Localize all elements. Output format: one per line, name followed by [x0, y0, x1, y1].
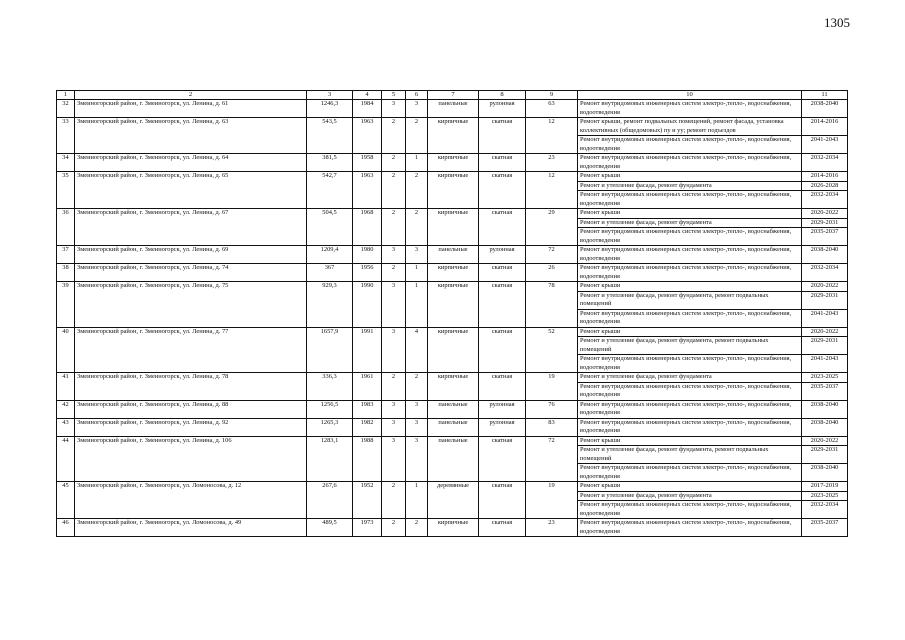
row-number: 40 — [57, 327, 75, 373]
period-cell: 2035-2037 — [802, 519, 848, 537]
column-number: 8 — [479, 91, 526, 100]
year-cell: 1982 — [353, 418, 382, 436]
address-cell: Змеиногорский район, г. Змеиногорск, ул. Ленина, д. 63 — [75, 118, 307, 154]
row-number: 46 — [57, 519, 75, 537]
address-cell: Змеиногорский район, г. Змеиногорск, ул. Ленина, д. 106 — [75, 436, 307, 482]
column-number: 9 — [526, 91, 578, 100]
walls-material-cell: кирпичные — [428, 154, 479, 172]
roof-type-cell: скатная — [479, 264, 526, 282]
work-type-cell: Ремонт и утепление фасада, ремонт фундамента, ремонт подвальных помещений — [578, 337, 802, 355]
period-cell: 2029-2031 — [802, 337, 848, 355]
table-row — [57, 436, 848, 446]
apartments-cell: 63 — [526, 100, 578, 118]
period-cell: 2029-2031 — [802, 218, 848, 228]
table-row — [57, 118, 848, 136]
roof-type-cell: рулонная — [479, 418, 526, 436]
walls-material-cell: кирпичные — [428, 373, 479, 401]
table-row — [57, 282, 848, 292]
floors-cell: 2 — [382, 118, 406, 154]
address-cell: Змеиногорский район, г. Змеиногорск, ул. Ленина, д. 69 — [75, 246, 307, 264]
area-cell: 1256,5 — [307, 400, 353, 418]
address-cell: Змеиногорский район, г. Змеиногорск, ул. Ленина, д. 61 — [75, 100, 307, 118]
period-cell: 2038-2040 — [802, 100, 848, 118]
walls-material-cell: кирпичные — [428, 264, 479, 282]
row-number: 38 — [57, 264, 75, 282]
work-type-cell: Ремонт внутридомовых инженерных систем электро-,тепло-, водоснабжения, водоотведения — [578, 519, 802, 537]
period-cell: 2041-2043 — [802, 355, 848, 373]
area-cell: 381,5 — [307, 154, 353, 172]
entrances-cell: 3 — [406, 418, 428, 436]
apartments-cell: 52 — [526, 327, 578, 373]
period-cell: 2038-2040 — [802, 418, 848, 436]
walls-material-cell: панельные — [428, 436, 479, 482]
floors-cell: 2 — [382, 482, 406, 519]
table-row — [57, 519, 848, 537]
period-cell: 2020-2022 — [802, 327, 848, 337]
row-number: 45 — [57, 482, 75, 519]
year-cell: 1956 — [353, 264, 382, 282]
period-cell: 2038-2040 — [802, 400, 848, 418]
work-type-cell: Ремонт и утепление фасада, ремонт фундамента — [578, 218, 802, 228]
table-row — [57, 209, 848, 219]
entrances-cell: 1 — [406, 282, 428, 328]
period-cell: 2038-2040 — [802, 246, 848, 264]
row-number: 37 — [57, 246, 75, 264]
period-cell: 2023-2025 — [802, 373, 848, 383]
period-cell: 2020-2022 — [802, 436, 848, 446]
work-type-cell: Ремонт внутридомовых инженерных систем электро-,тепло-, водоснабжения, водоотведения — [578, 309, 802, 327]
row-number: 33 — [57, 118, 75, 154]
period-cell: 2026-2028 — [802, 181, 848, 191]
table-row — [57, 100, 848, 118]
apartments-cell: 29 — [526, 209, 578, 246]
work-type-cell: Ремонт внутридомовых инженерных систем электро-,тепло-, водоснабжения, водоотведения — [578, 100, 802, 118]
area-cell: 367 — [307, 264, 353, 282]
area-cell: 542,7 — [307, 172, 353, 209]
work-type-cell: Ремонт внутридомовых инженерных систем электро-,тепло-, водоснабжения, водоотведения — [578, 501, 802, 519]
work-type-cell: Ремонт и утепление фасада, ремонт фундамента, ремонт подвальных помещений — [578, 446, 802, 464]
work-type-cell: Ремонт и утепление фасада, ремонт фундамента — [578, 491, 802, 501]
address-cell: Змеиногорский район, г. Змеиногорск, ул. Ленина, д. 75 — [75, 282, 307, 328]
year-cell: 1958 — [353, 154, 382, 172]
floors-cell: 3 — [382, 100, 406, 118]
entrances-cell: 3 — [406, 100, 428, 118]
work-type-cell: Ремонт внутридомовых инженерных систем электро-,тепло-, водоснабжения, водоотведения — [578, 400, 802, 418]
apartments-cell: 12 — [526, 118, 578, 154]
column-number: 5 — [382, 91, 406, 100]
year-cell: 1963 — [353, 118, 382, 154]
year-cell: 1988 — [353, 436, 382, 482]
address-cell: Змеиногорский район, г. Змеиногорск, ул. Ленина, д. 67 — [75, 209, 307, 246]
entrances-cell: 3 — [406, 436, 428, 482]
apartments-cell: 76 — [526, 400, 578, 418]
entrances-cell: 2 — [406, 118, 428, 154]
year-cell: 1983 — [353, 400, 382, 418]
roof-type-cell: скатная — [479, 436, 526, 482]
row-number: 36 — [57, 209, 75, 246]
apartments-cell: 78 — [526, 282, 578, 328]
walls-material-cell: панельные — [428, 418, 479, 436]
roof-type-cell: скатная — [479, 118, 526, 154]
walls-material-cell: кирпичные — [428, 209, 479, 246]
work-type-cell: Ремонт крыши — [578, 327, 802, 337]
apartments-cell: 72 — [526, 246, 578, 264]
roof-type-cell: скатная — [479, 482, 526, 519]
entrances-cell: 1 — [406, 154, 428, 172]
column-number: 3 — [307, 91, 353, 100]
floors-cell: 3 — [382, 418, 406, 436]
table-row — [57, 327, 848, 337]
period-cell: 2041-2043 — [802, 309, 848, 327]
row-number: 42 — [57, 400, 75, 418]
page-number: 1305 — [824, 15, 850, 30]
walls-material-cell: кирпичные — [428, 118, 479, 154]
floors-cell: 2 — [382, 373, 406, 401]
entrances-cell: 2 — [406, 519, 428, 537]
period-cell: 2017-2019 — [802, 482, 848, 492]
work-type-cell: Ремонт и утепление фасада, ремонт фундамента — [578, 181, 802, 191]
address-cell: Змеиногорский район, г. Змеиногорск, ул. Ленина, д. 78 — [75, 373, 307, 401]
year-cell: 1952 — [353, 482, 382, 519]
floors-cell: 2 — [382, 209, 406, 246]
roof-type-cell: рулонная — [479, 100, 526, 118]
work-type-cell: Ремонт внутридомовых инженерных систем электро-,тепло-, водоснабжения, водоотведения — [578, 154, 802, 172]
work-type-cell: Ремонт крыши — [578, 436, 802, 446]
work-type-cell: Ремонт внутридомовых инженерных систем электро-,тепло-, водоснабжения, водоотведения — [578, 136, 802, 154]
area-cell: 1209,4 — [307, 246, 353, 264]
column-number: 10 — [578, 91, 802, 100]
period-cell: 2038-2040 — [802, 464, 848, 482]
period-cell: 2032-2034 — [802, 501, 848, 519]
address-cell: Змеиногорский район, г. Змеиногорск, ул. Ломоносова, д. 49 — [75, 519, 307, 537]
year-cell: 1991 — [353, 327, 382, 373]
header-row — [57, 91, 848, 100]
year-cell: 1990 — [353, 282, 382, 328]
walls-material-cell: кирпичные — [428, 327, 479, 373]
area-cell: 543,5 — [307, 118, 353, 154]
address-cell: Змеиногорский район, г. Змеиногорск, ул. Ленина, д. 88 — [75, 400, 307, 418]
floors-cell: 3 — [382, 436, 406, 482]
walls-material-cell: кирпичные — [428, 172, 479, 209]
row-number: 32 — [57, 100, 75, 118]
column-number: 11 — [802, 91, 848, 100]
entrances-cell: 2 — [406, 209, 428, 246]
roof-type-cell: скатная — [479, 327, 526, 373]
column-number: 1 — [57, 91, 75, 100]
floors-cell: 3 — [382, 400, 406, 418]
entrances-cell: 3 — [406, 400, 428, 418]
apartments-cell: 23 — [526, 519, 578, 537]
work-type-cell: Ремонт внутридомовых инженерных систем электро-,тепло-, водоснабжения, водоотведения — [578, 264, 802, 282]
table-row — [57, 264, 848, 282]
table-row — [57, 400, 848, 418]
roof-type-cell: скатная — [479, 209, 526, 246]
apartments-cell: 12 — [526, 172, 578, 209]
table-row — [57, 154, 848, 172]
work-type-cell: Ремонт внутридомовых инженерных систем электро-,тепло-, водоснабжения, водоотведения — [578, 191, 802, 209]
period-cell: 2020-2022 — [802, 282, 848, 292]
roof-type-cell: рулонная — [479, 400, 526, 418]
year-cell: 1968 — [353, 209, 382, 246]
column-number: 4 — [353, 91, 382, 100]
entrances-cell: 1 — [406, 482, 428, 519]
work-type-cell: Ремонт внутридомовых инженерных систем электро-,тепло-, водоснабжения, водоотведения — [578, 355, 802, 373]
year-cell: 1980 — [353, 246, 382, 264]
roof-type-cell: скатная — [479, 373, 526, 401]
area-cell: 1246,3 — [307, 100, 353, 118]
period-cell: 2014-2016 — [802, 118, 848, 136]
table-row — [57, 373, 848, 383]
period-cell: 2014-2016 — [802, 172, 848, 182]
work-type-cell: Ремонт крыши — [578, 282, 802, 292]
address-cell: Змеиногорский район, г. Змеиногорск, ул. Ленина, д. 77 — [75, 327, 307, 373]
walls-material-cell: панельные — [428, 400, 479, 418]
column-number: 7 — [428, 91, 479, 100]
period-cell: 2032-2034 — [802, 154, 848, 172]
period-cell: 2035-2037 — [802, 382, 848, 400]
area-cell: 1657,9 — [307, 327, 353, 373]
table-row — [57, 418, 848, 436]
period-cell: 2032-2034 — [802, 191, 848, 209]
column-number: 2 — [75, 91, 307, 100]
floors-cell: 2 — [382, 264, 406, 282]
entrances-cell: 3 — [406, 246, 428, 264]
work-type-cell: Ремонт крыши — [578, 172, 802, 182]
area-cell: 267,6 — [307, 482, 353, 519]
floors-cell: 2 — [382, 172, 406, 209]
walls-material-cell: панельные — [428, 100, 479, 118]
walls-material-cell: деревянные — [428, 482, 479, 519]
period-cell: 2023-2025 — [802, 491, 848, 501]
table-row — [57, 246, 848, 264]
row-number: 44 — [57, 436, 75, 482]
roof-type-cell: скатная — [479, 519, 526, 537]
entrances-cell: 4 — [406, 327, 428, 373]
area-cell: 489,5 — [307, 519, 353, 537]
walls-material-cell: панельные — [428, 246, 479, 264]
row-number: 43 — [57, 418, 75, 436]
period-cell: 2029-2031 — [802, 291, 848, 309]
area-cell: 336,3 — [307, 373, 353, 401]
floors-cell: 3 — [382, 246, 406, 264]
row-number: 35 — [57, 172, 75, 209]
period-cell: 2035-2037 — [802, 228, 848, 246]
roof-type-cell: скатная — [479, 282, 526, 328]
work-type-cell: Ремонт внутридомовых инженерных систем электро-,тепло-, водоснабжения, водоотведения — [578, 228, 802, 246]
period-cell: 2029-2031 — [802, 446, 848, 464]
floors-cell: 3 — [382, 282, 406, 328]
walls-material-cell: кирпичные — [428, 519, 479, 537]
table-row — [57, 172, 848, 182]
roof-type-cell: скатная — [479, 154, 526, 172]
year-cell: 1961 — [353, 373, 382, 401]
work-type-cell: Ремонт крыши — [578, 482, 802, 492]
row-number: 39 — [57, 282, 75, 328]
address-cell: Змеиногорский район, г. Змеиногорск, ул. Ленина, д. 64 — [75, 154, 307, 172]
row-number: 34 — [57, 154, 75, 172]
walls-material-cell: кирпичные — [428, 282, 479, 328]
area-cell: 1265,3 — [307, 418, 353, 436]
row-number: 41 — [57, 373, 75, 401]
work-type-cell: Ремонт внутридомовых инженерных систем электро-,тепло-, водоснабжения, водоотведения — [578, 464, 802, 482]
address-cell: Змеиногорский район, г. Змеиногорск, ул. Ломоносова, д. 12 — [75, 482, 307, 519]
address-cell: Змеиногорский район, г. Змеиногорск, ул. Ленина, д. 74 — [75, 264, 307, 282]
work-type-cell: Ремонт крыши, ремонт подвальных помещений, ремонт фасада, установка коллективных (общедомовых) пу и уу; ремонт подъездов — [578, 118, 802, 136]
apartments-cell: 72 — [526, 436, 578, 482]
work-type-cell: Ремонт и утепление фасада, ремонт фундамента, ремонт подвальных помещений — [578, 291, 802, 309]
floors-cell: 2 — [382, 519, 406, 537]
apartments-cell: 23 — [526, 154, 578, 172]
work-type-cell: Ремонт внутридомовых инженерных систем электро-,тепло-, водоснабжения, водоотведения — [578, 246, 802, 264]
address-cell: Змеиногорский район, г. Змеиногорск, ул. Ленина, д. 65 — [75, 172, 307, 209]
area-cell: 1283,1 — [307, 436, 353, 482]
roof-type-cell: рулонная — [479, 246, 526, 264]
address-cell: Змеиногорский район, г. Змеиногорск, ул. Ленина, д. 92 — [75, 418, 307, 436]
work-type-cell: Ремонт внутридомовых инженерных систем электро-,тепло-, водоснабжения, водоотведения — [578, 382, 802, 400]
work-type-cell: Ремонт внутридомовых инженерных систем электро-,тепло-, водоснабжения, водоотведения — [578, 418, 802, 436]
year-cell: 1963 — [353, 172, 382, 209]
apartments-cell: 83 — [526, 418, 578, 436]
apartments-cell: 19 — [526, 373, 578, 401]
period-cell: 2041-2043 — [802, 136, 848, 154]
floors-cell: 2 — [382, 154, 406, 172]
entrances-cell: 2 — [406, 172, 428, 209]
apartments-cell: 19 — [526, 482, 578, 519]
column-number: 6 — [406, 91, 428, 100]
period-cell: 2020-2022 — [802, 209, 848, 219]
floors-cell: 3 — [382, 327, 406, 373]
table-row — [57, 482, 848, 492]
year-cell: 1984 — [353, 100, 382, 118]
period-cell: 2032-2034 — [802, 264, 848, 282]
apartments-cell: 26 — [526, 264, 578, 282]
housing-repair-table — [56, 90, 848, 537]
area-cell: 929,3 — [307, 282, 353, 328]
entrances-cell: 2 — [406, 373, 428, 401]
area-cell: 504,5 — [307, 209, 353, 246]
entrances-cell: 1 — [406, 264, 428, 282]
work-type-cell: Ремонт крыши — [578, 209, 802, 219]
year-cell: 1973 — [353, 519, 382, 537]
work-type-cell: Ремонт и утепление фасада, ремонт фундамента — [578, 373, 802, 383]
roof-type-cell: скатная — [479, 172, 526, 209]
